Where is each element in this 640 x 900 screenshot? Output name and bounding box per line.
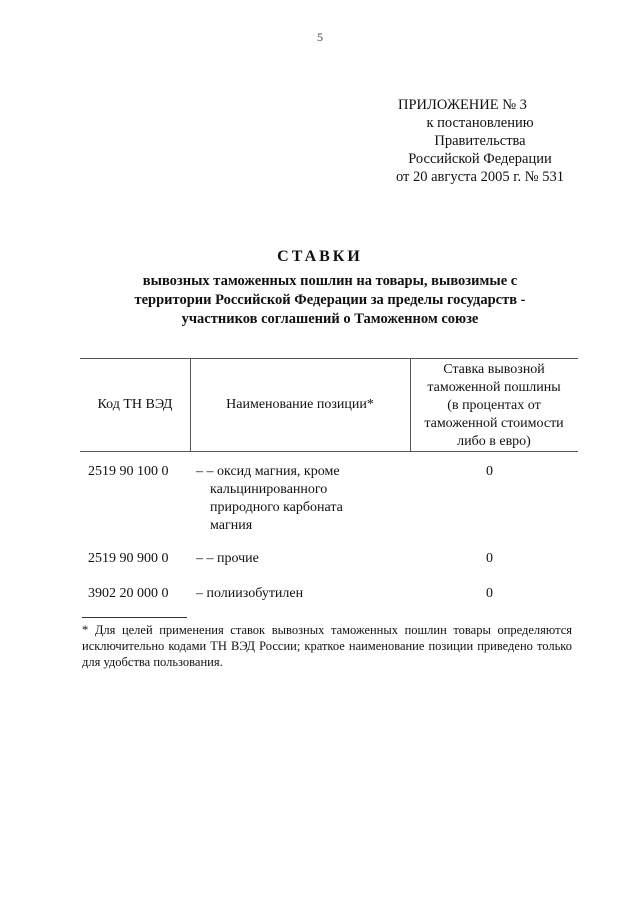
appendix-line: Российской Федерации bbox=[408, 151, 552, 167]
header-code: Код ТН ВЭД bbox=[97, 397, 173, 412]
footnote: * Для целей применения ставок вывозных таможенных пошлин товары определяются исключительно кодами ТН ВЭД России; краткое наименование позиции приведено только для удобства пользования. bbox=[82, 623, 572, 669]
appendix-block bbox=[380, 96, 580, 186]
appendix-line: к постановлению Правительства bbox=[426, 115, 534, 149]
header-line: либо в евро) bbox=[457, 434, 531, 449]
row-rate: 0 bbox=[486, 586, 493, 601]
row-name bbox=[196, 463, 343, 535]
subtitle-line: вывозных таможенных пошлин на товары, вывозимые с bbox=[142, 273, 518, 289]
header-name: Наименование позиции* bbox=[226, 397, 374, 412]
row-rate: 0 bbox=[486, 551, 493, 566]
subtitle-line: участников соглашений о Таможенном союзе bbox=[181, 311, 479, 327]
row-name: – полиизобутилен bbox=[196, 586, 304, 601]
table-top-border bbox=[80, 358, 578, 359]
document-subtitle bbox=[80, 272, 580, 329]
footnote-separator bbox=[82, 617, 187, 618]
row-code: 2519 90 900 0 bbox=[88, 551, 169, 566]
subtitle-line: территории Российской Федерации за пределы государств - bbox=[134, 292, 526, 308]
name-line: – – оксид магния, кроме bbox=[196, 464, 340, 479]
page-number: 5 bbox=[317, 30, 323, 44]
header-line: Ставка вывозной bbox=[443, 362, 545, 377]
row-rate: 0 bbox=[486, 464, 493, 479]
row-code: 3902 20 000 0 bbox=[88, 586, 169, 601]
table-header-border bbox=[80, 451, 578, 452]
header-line: (в процентах от bbox=[447, 398, 541, 413]
document-title: СТАВКИ bbox=[277, 248, 363, 265]
row-code: 2519 90 100 0 bbox=[88, 464, 169, 479]
name-line: кальцинированного bbox=[210, 482, 328, 497]
header-line: таможенной стоимости bbox=[424, 416, 564, 431]
name-line: магния bbox=[210, 518, 253, 533]
appendix-line: от 20 августа 2005 г. № 531 bbox=[395, 169, 565, 185]
appendix-title: ПРИЛОЖЕНИЕ № 3 bbox=[398, 97, 527, 113]
name-line: природного карбоната bbox=[210, 500, 343, 515]
header-line: таможенной пошлины bbox=[427, 380, 561, 395]
row-name: – – прочие bbox=[196, 551, 259, 566]
header-rate bbox=[410, 361, 578, 451]
